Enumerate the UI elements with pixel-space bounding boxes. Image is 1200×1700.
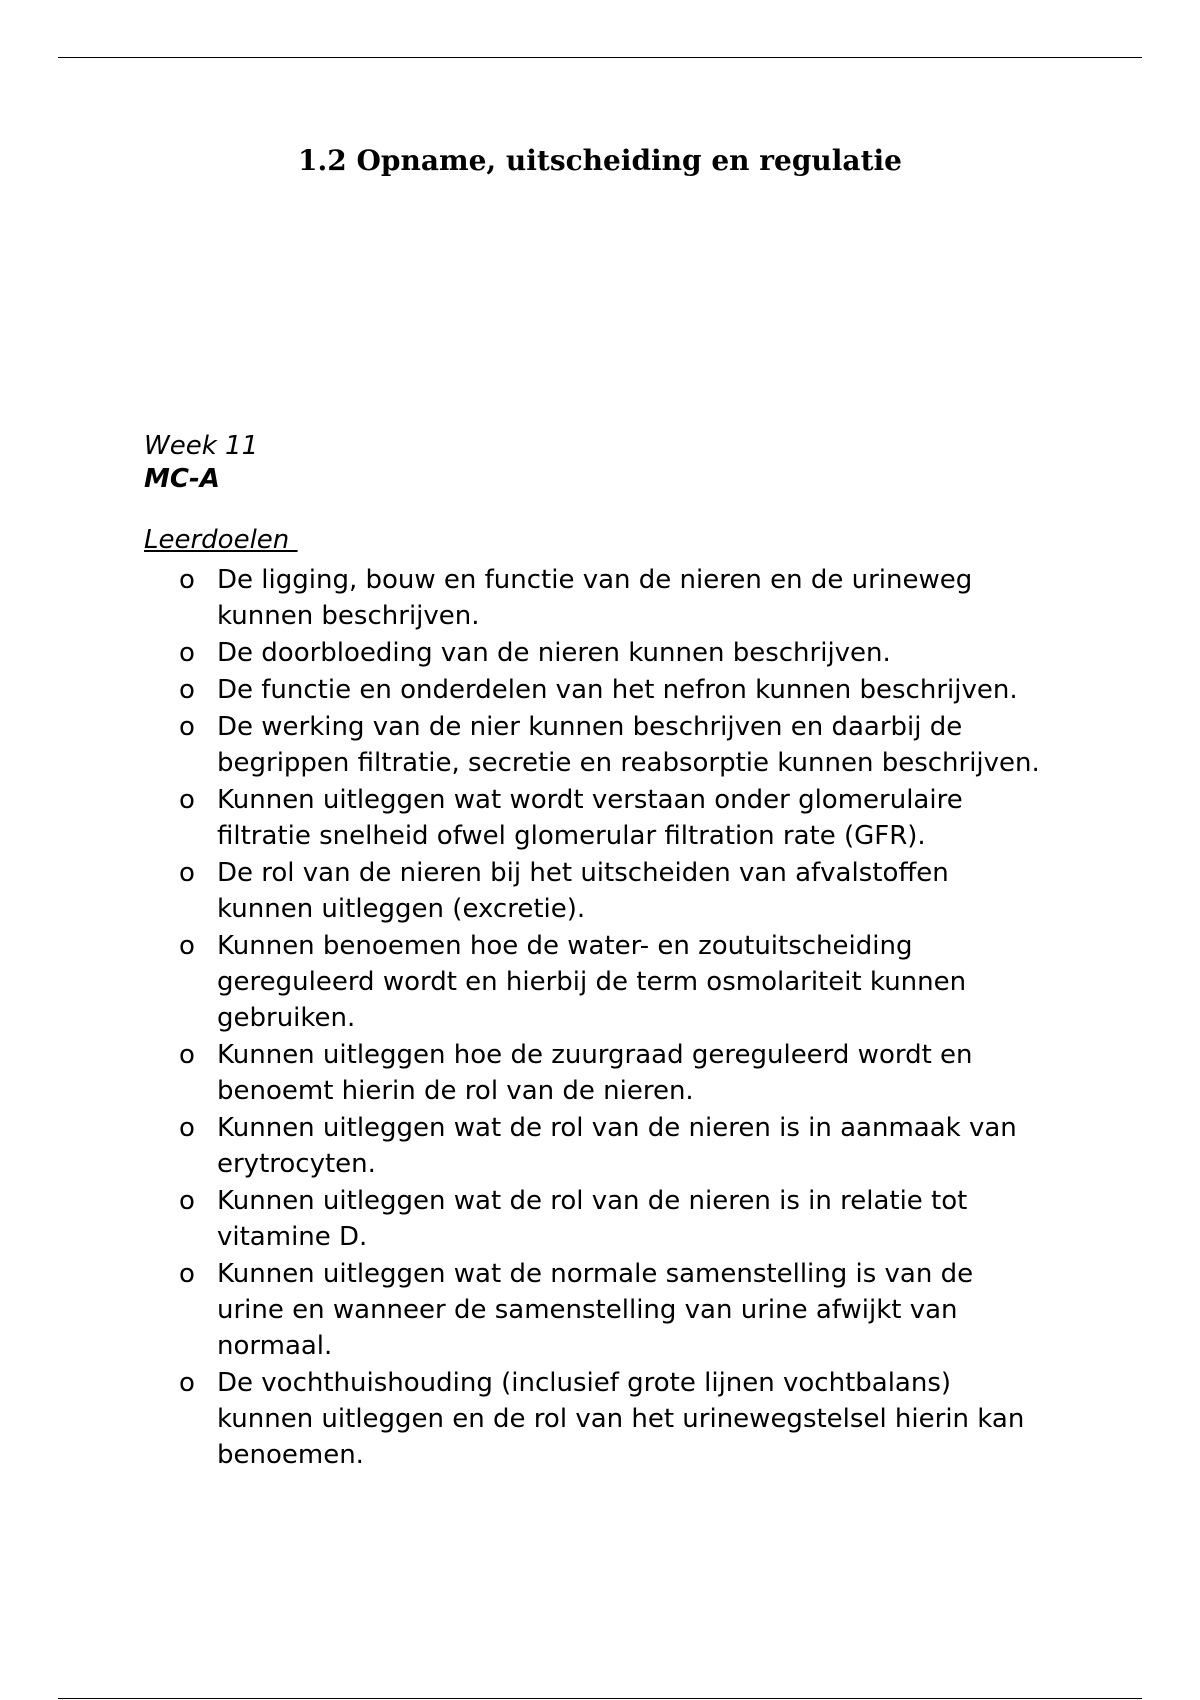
goal-text: Kunnen uitleggen wat de normale samenstelling is van de urine en wanneer de samenstelling van urine afwijkt van normaal. xyxy=(217,1259,974,1361)
goal-text: Kunnen benoemen hoe de water- en zoutuitscheiding gereguleerd wordt en hierbij de term osmolariteit kunnen gebruiken. xyxy=(217,931,967,1033)
goal-text: De vochthuishouding (inclusief grote lijnen vochtbalans) kunnen uitleggen en de rol van het urinewegstelsel hierin kan benoemen. xyxy=(217,1368,1025,1470)
list-item xyxy=(144,1037,1044,1109)
top-rule xyxy=(58,57,1142,58)
bullet-icon: o xyxy=(179,712,195,742)
list-item xyxy=(144,562,1044,634)
learning-goals-heading: Leerdoelen xyxy=(144,525,298,555)
list-item xyxy=(144,855,1044,927)
goal-text: De doorbloeding van de nieren kunnen beschrijven. xyxy=(217,638,891,668)
goal-text: De werking van de nier kunnen beschrijven en daarbij de begrippen filtratie, secretie en reabsorptie kunnen beschrijven. xyxy=(217,712,1040,778)
bullet-icon: o xyxy=(179,1040,195,1070)
goal-text: Kunnen uitleggen hoe de zuurgraad gereguleerd wordt en benoemt hierin de rol van de nieren. xyxy=(217,1040,973,1106)
bullet-icon: o xyxy=(179,638,195,668)
goal-text: De ligging, bouw en functie van de nieren en de urineweg kunnen beschrijven. xyxy=(217,565,973,631)
goal-text: Kunnen uitleggen wat de rol van de nieren is in aanmaak van erytrocyten. xyxy=(217,1113,1017,1179)
list-item xyxy=(144,672,1044,708)
document-title: 1.2 Opname, uitscheiding en regulatie xyxy=(298,144,902,177)
bullet-icon: o xyxy=(179,785,195,815)
bullet-icon: o xyxy=(179,1368,195,1398)
meta-block xyxy=(144,430,258,496)
list-item xyxy=(144,1365,1044,1473)
list-item xyxy=(144,1110,1044,1182)
bullet-icon: o xyxy=(179,565,195,595)
bullet-icon: o xyxy=(179,931,195,961)
bullet-icon: o xyxy=(179,675,195,705)
goal-text: Kunnen uitleggen wat de rol van de nieren is in relatie tot vitamine D. xyxy=(217,1186,968,1252)
list-item xyxy=(144,928,1044,1036)
course-code: MC-A xyxy=(144,464,220,494)
bullet-icon: o xyxy=(179,1259,195,1289)
goal-text: De functie en onderdelen van het nefron kunnen beschrijven. xyxy=(217,675,1018,705)
list-item xyxy=(144,709,1044,781)
list-item xyxy=(144,635,1044,671)
bottom-rule xyxy=(58,1698,1142,1699)
goal-text: Kunnen uitleggen wat wordt verstaan onder glomerulaire filtratie snelheid ofwel glomerular filtration rate (GFR). xyxy=(217,785,963,851)
list-item xyxy=(144,782,1044,854)
list-item xyxy=(144,1183,1044,1255)
learning-goals-list xyxy=(144,562,1044,1474)
bullet-icon: o xyxy=(179,858,195,888)
bullet-icon: o xyxy=(179,1113,195,1143)
bullet-icon: o xyxy=(179,1186,195,1216)
week-label: Week 11 xyxy=(144,431,259,461)
goal-text: De rol van de nieren bij het uitscheiden van afvalstoffen kunnen uitleggen (excretie). xyxy=(217,858,949,924)
list-item xyxy=(144,1256,1044,1364)
